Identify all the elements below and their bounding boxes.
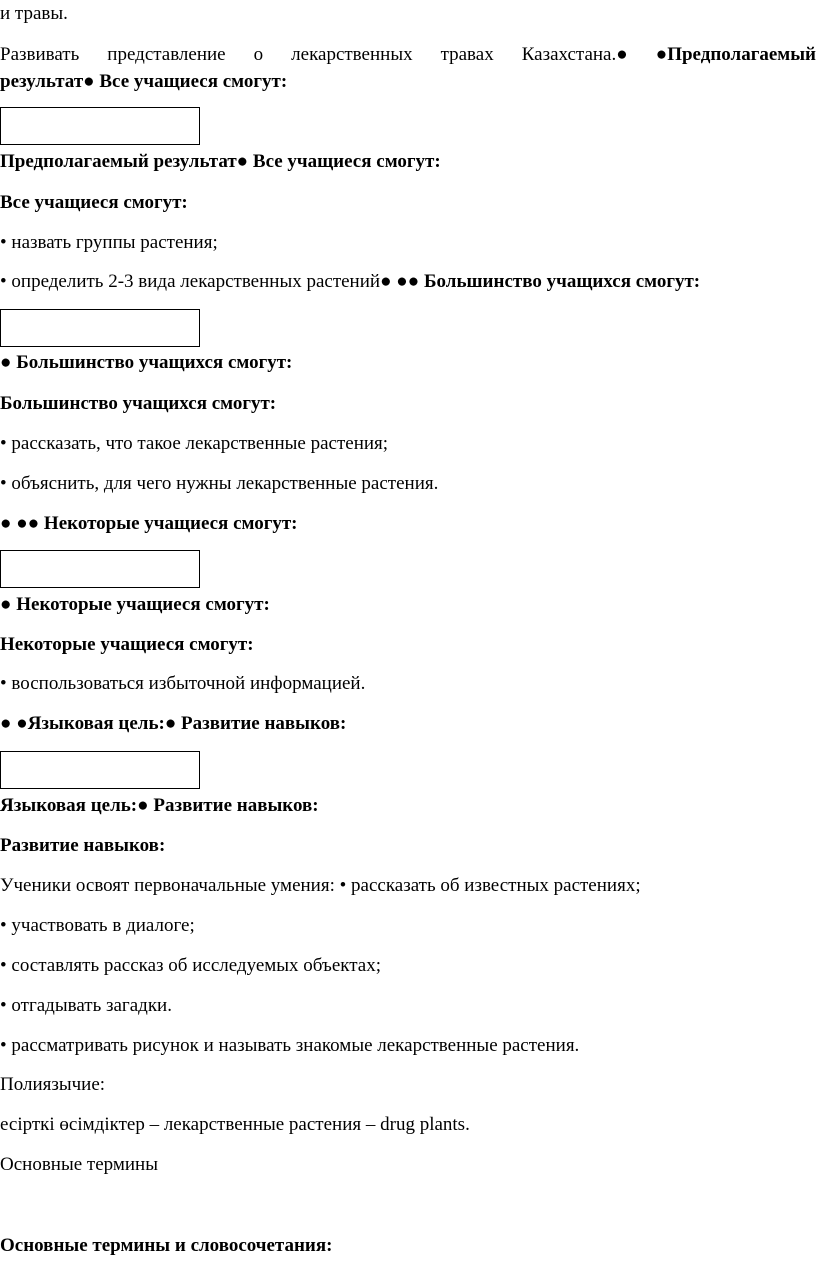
text-line: Полиязычие: <box>0 1074 106 1095</box>
text-line: и травы. <box>0 3 68 24</box>
heading-line: результат● Все учащиеся смогут: <box>0 71 288 92</box>
word-bold: ●Предполагаемый <box>655 44 816 65</box>
heading-line: Основные термины и словосочетания: <box>0 1235 333 1256</box>
bullet-item: • составлять рассказ об исследуемых объектах; <box>0 955 381 976</box>
heading-line: Большинство учащихся смогут: <box>0 393 277 414</box>
word: Казахстана.● <box>521 44 628 65</box>
heading-line: ● ●● Некоторые учащиеся смогут: <box>0 513 298 534</box>
text-line: Ученики освоят первоначальные умения: • рассказать об известных растениях; <box>0 875 641 896</box>
bullet-item: • рассматривать рисунок и называть знакомые лекарственные растения. <box>0 1035 580 1056</box>
bullet-item: • рассказать, что такое лекарственные растения; <box>0 433 389 454</box>
text-line: есірткі өсімдіктер – лекарственные растения – drug plants. <box>0 1114 470 1135</box>
bullet-item: • отгадывать загадки. <box>0 995 172 1016</box>
empty-box <box>0 751 200 789</box>
heading-line: Все учащиеся смогут: <box>0 192 188 213</box>
heading-line: ● ●Языковая цель:● Развитие навыков: <box>0 713 347 734</box>
bullet-item: • объяснить, для чего нужны лекарственные растения. <box>0 473 439 494</box>
heading-line: Языковая цель:● Развитие навыков: <box>0 795 319 816</box>
heading-line: Предполагаемый результат● Все учащиеся смогут: <box>0 151 441 172</box>
word: лекарственных <box>291 44 413 65</box>
heading-line: Некоторые учащиеся смогут: <box>0 634 254 655</box>
bullet-item: • назвать группы растения; <box>0 232 218 253</box>
objective-line <box>0 43 816 67</box>
bullet-item <box>0 270 700 294</box>
word: Развивать <box>0 44 80 65</box>
bullet-bold-text: Большинство учащихся смогут: <box>424 271 701 292</box>
bullet-text: • определить 2-3 вида лекарственных растений● ●● <box>0 271 424 292</box>
text-line: Основные термины <box>0 1154 158 1175</box>
bullet-item: • воспользоваться избыточной информацией. <box>0 673 366 694</box>
bullet-item: • участвовать в диалоге; <box>0 915 195 936</box>
word: травах <box>440 44 494 65</box>
word: представление <box>107 44 226 65</box>
empty-box <box>0 309 200 347</box>
empty-box <box>0 550 200 588</box>
heading-line: Развитие навыков: <box>0 835 166 856</box>
heading-line: ● Некоторые учащиеся смогут: <box>0 594 270 615</box>
word: о <box>253 44 264 65</box>
heading-line: ● Большинство учащихся смогут: <box>0 352 293 373</box>
empty-box <box>0 107 200 145</box>
